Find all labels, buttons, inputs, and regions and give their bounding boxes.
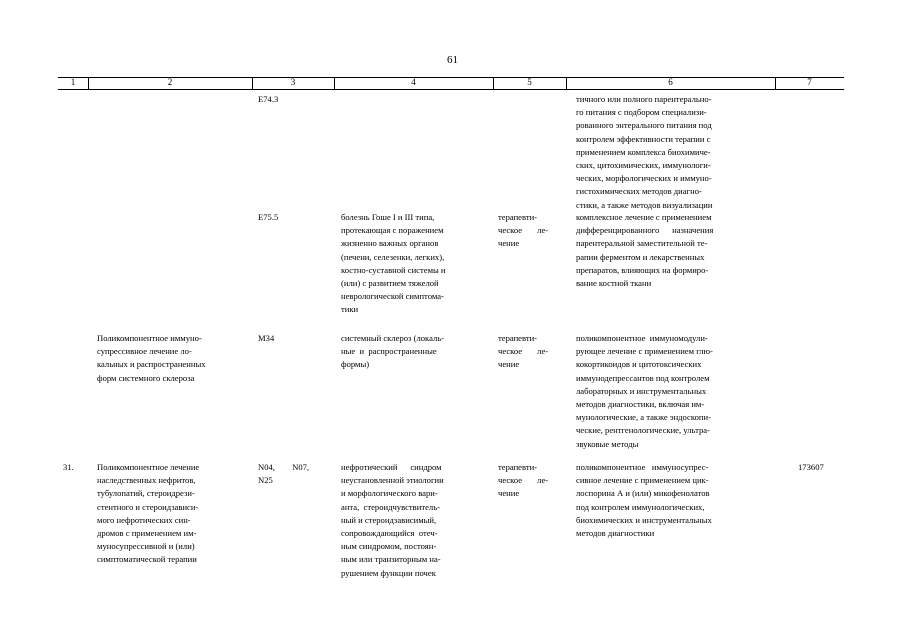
treatment-method-description: комплексное лечение с применением дифференцированного назначения парентеральной заместительной те- рапии ферментом и лекарственных препаратов, влияющих на формиро- вание костной ткани [576, 212, 714, 289]
diagnosis-codes: E75.5 [258, 212, 279, 222]
patient-model: нефротический синдром неустановленной этиологии и морфологического вари- анта, стероидчувствитель- ный и стероидзависимый, сопровождающийся отеч- ным синдромом, постоян- ным или транзиторным на- рушением функции почек [341, 462, 444, 578]
header-col-4: 4 [411, 77, 416, 87]
header-col-7: 7 [807, 77, 812, 87]
header-col-5: 5 [527, 77, 532, 87]
header-col-6: 6 [668, 77, 673, 87]
treatment-type: терапевти- ческое ле- чение [498, 212, 549, 249]
diagnosis-codes: M34 [258, 333, 275, 343]
cost-value: 173607 [798, 462, 824, 472]
header-col-3: 3 [290, 77, 296, 87]
care-type-name: Поликомпонентное лечение наследственных нефритов, тубулопатий, стероидрези- стентного и стероидзависи- мого нефротических син- дромов с применением им- муносупрессивной и (или) симптоматической терапии [97, 462, 200, 565]
treatment-type: терапевти- ческое ле- чение [498, 333, 549, 370]
treatment-method-description: поликомпонентное иммуномодули- рующее лечение с применением глю- кокортикоидов и цитотоксических иммунодепрессантов под контролем лабораторных и инструментальных методов диагностики, включая им- мунологические, а также эндоскопи- ческие, рентгенологические, ультра- звуковые методы [576, 333, 713, 449]
patient-model: болезнь Гоше I и III типа, протекающая с поражением жизненно важных органов (печени, селезенки, легких), костно-суставной системы и (или) с развитием тяжелой неврологической симптома- тики [341, 212, 446, 315]
header-col-2: 2 [167, 77, 173, 87]
diagnosis-codes: N04, N07, N25 [258, 462, 310, 486]
page-number: 61 [447, 54, 458, 66]
treatment-method-description: тичного или полного парентерально- го питания с подбором специализи- рованного энтерального питания под контролем эффективности терапии с применением комплекса биохимиче- ских, цитохимических, иммунологи- ческих, морфологических и иммуно- гистохимических методов диагно- стики, а также методов визуализации [576, 94, 713, 210]
treatment-type: терапевти- ческое ле- чение [498, 462, 549, 499]
row-number: 31. [63, 462, 74, 472]
care-type-name: Поликомпонентное иммуно- супрессивное лечение ло- кальных и распространенных форм системного склероза [97, 333, 206, 383]
patient-model: системный склероз (локаль- ные и распространенные формы) [341, 333, 445, 370]
diagnosis-codes: E74.3 [258, 94, 279, 104]
header-col-1: 1 [70, 77, 76, 87]
treatment-method-description: поликомпонентное иммуносупрес- сивное лечение с применением цик- лоспорина А и (или) микофенолатов под контролем иммунологических, биохимических и инструментальных методов диагностики [576, 462, 712, 539]
